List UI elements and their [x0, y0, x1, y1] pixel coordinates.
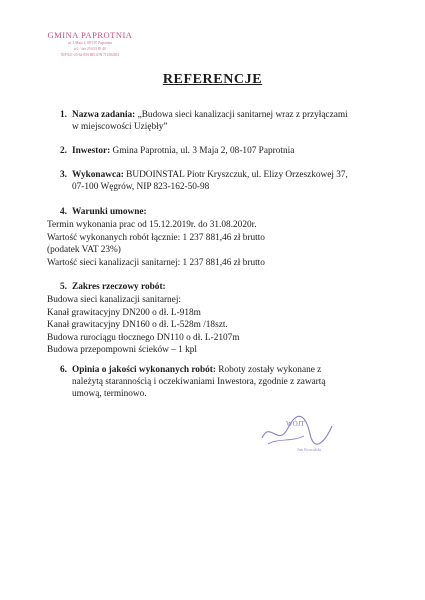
item-label: Warunki umowne:: [72, 207, 147, 217]
item-label: Zakres rzeczowy robót:: [72, 282, 166, 292]
signature-title: WÓJT: [286, 420, 305, 428]
item-number: 2.: [60, 146, 67, 156]
item-number: 6.: [60, 365, 67, 375]
stamp-name: GMINA PAPROTNIA: [47, 30, 133, 40]
municipality-stamp: [34, 30, 146, 58]
signature-name: Jan Kowalski: [297, 447, 322, 452]
contract-terms: [47, 219, 265, 269]
scope-line: Budowa rurociągu tłocznego DN110 o dł. L-2107m: [47, 332, 240, 343]
scope-line: Budowa sieci kanalizacji sanitarnej:: [47, 295, 181, 305]
scope-list: [47, 294, 240, 357]
term-line: Wartość sieci kanalizacji sanitarnej: 1 237 881,46 zł brutto: [47, 257, 265, 268]
item-number: 5.: [60, 282, 67, 292]
item-text: „Budowa sieci kanalizacji sanitarnej wraz z przyłączami: [135, 110, 348, 120]
item-text-cont: umową, terminowo.: [72, 389, 147, 399]
item-text-cont: 07-100 Węgrów, NIP 823-162-50-98: [72, 182, 210, 192]
stamp-line: NIP 821-25-62-859 REGON 711582633: [60, 53, 120, 57]
item-label: Nazwa zadania:: [72, 110, 136, 120]
term-line: Wartość wykonanych robót łącznie: 1 237 881,46 zł brutto: [47, 232, 265, 243]
item-text: Roboty zostały wykonane z: [215, 365, 322, 375]
term-line: Termin wykonania prac od 15.12.2019r. do 31.08.2020r.: [47, 220, 257, 230]
scope-line: Kanał grawitacyjny DN200 o dł. L-918m: [47, 307, 201, 318]
stamp-line: ul. 3 Maja 2, 08-107 Paprotnia: [67, 41, 113, 45]
item-number: 1.: [60, 110, 67, 120]
item-text-cont: w miejscowości Uziębły”: [72, 122, 168, 132]
item-label: Inwestor:: [72, 146, 111, 156]
item-label: Wykonawca:: [72, 170, 124, 180]
scope-line: Kanał grawitacyjny DN160 o dł. L-528m /18szt.: [47, 320, 228, 330]
stamp-line: tel. / fax 25 633 85 40: [74, 47, 106, 51]
item-number: 3.: [60, 170, 67, 180]
item-text-cont: należytą starannością i oczekiwaniami Inwestora, zgodnie z zawartą: [72, 377, 326, 387]
item-number: 4.: [60, 207, 67, 217]
item-label: Opinia o jakości wykonanych robót:: [72, 365, 216, 375]
term-line: (podatek VAT 23%): [47, 245, 121, 255]
item-text: Gmina Paprotnia, ul. 3 Maja 2, 08-107 Paprotnia: [110, 146, 295, 156]
item-text: BUDOINSTAL Piotr Kryszczuk, ul. Elizy Orzeszkowej 37,: [123, 170, 348, 180]
document-title: REFERENCJE: [162, 72, 263, 87]
scope-line: Budowa przepompowni ścieków – 1 kpl: [47, 345, 198, 355]
